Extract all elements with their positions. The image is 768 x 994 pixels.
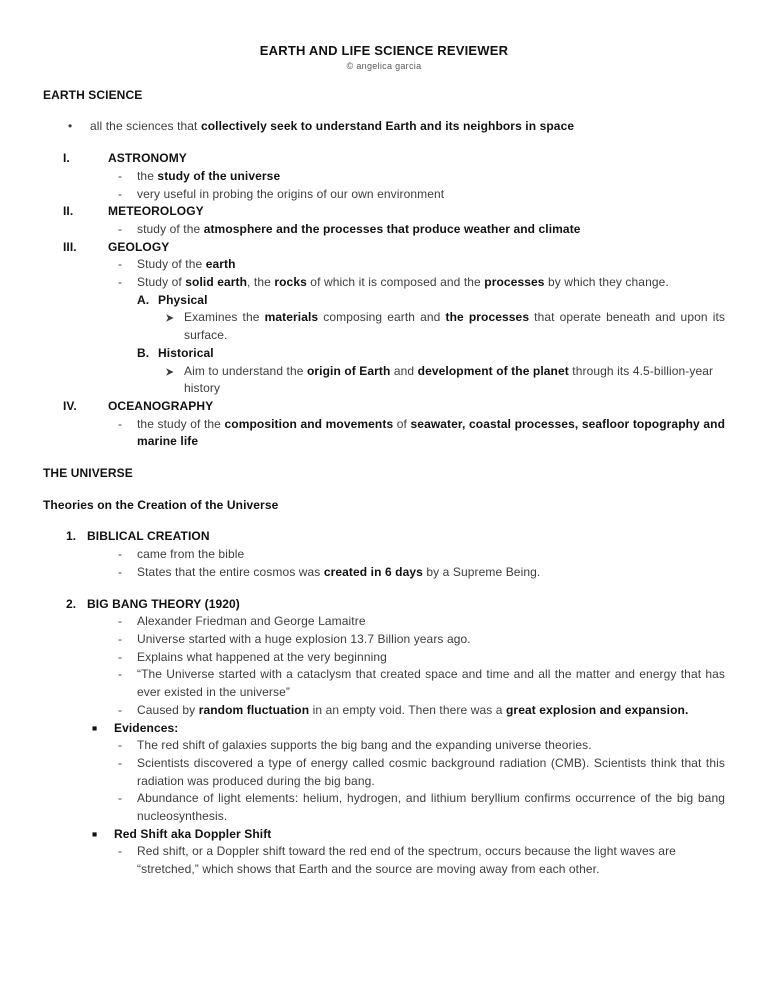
list-item — [43, 702, 725, 720]
bold-text-run: METEOROLOGY — [108, 204, 204, 219]
text-run: Caused by — [137, 702, 199, 717]
bold-text-run: seawater, coastal processes, seafloor topography and marine life — [137, 416, 726, 449]
text-run: “The Universe started with a cataclysm that created space and time and all the matter and energy that has ever existed in the universe” — [137, 667, 725, 700]
number-marker: 1. — [66, 529, 77, 544]
dash-marker: - — [118, 755, 123, 770]
list-item-text — [137, 546, 725, 564]
text-run: by which they change. — [544, 275, 669, 290]
text-run: States that the entire cosmos was — [137, 564, 324, 579]
text-run: that operate beneath and upon its surface. — [184, 310, 725, 343]
text-run: Abundance of light elements: helium, hydrogen, and lithium beryllium confirms occurrence of the big bang nucleosynthesis. — [137, 791, 725, 824]
bold-text-run: EARTH SCIENCE — [43, 87, 143, 102]
list-item-text — [137, 274, 725, 292]
square-item-evidences — [43, 720, 725, 738]
bold-text-run: BIG BANG THEORY (1920) — [87, 596, 240, 611]
bold-text-run: GEOLOGY — [108, 239, 170, 254]
list-item — [43, 309, 725, 344]
bold-text-run: the processes — [445, 310, 530, 325]
sub-item-historical — [43, 345, 725, 363]
dash-marker: - — [118, 702, 123, 717]
text-run: , the — [247, 275, 275, 290]
list-item — [43, 186, 725, 204]
bold-text-run: Physical — [158, 292, 208, 307]
list-item — [43, 666, 725, 701]
bold-text-run: development of the planet — [417, 363, 569, 378]
bold-text-run: EARTH AND LIFE SCIENCE REVIEWER — [259, 43, 509, 58]
dash-marker: - — [118, 791, 123, 806]
list-item — [43, 564, 725, 582]
list-item-text — [137, 613, 725, 631]
bold-text-run: random fluctuation — [198, 702, 310, 717]
bold-text-run: BIBLICAL CREATION — [87, 529, 210, 544]
bold-text-run: ASTRONOMY — [108, 151, 187, 166]
list-item — [43, 546, 725, 564]
square-item-red-shift — [43, 826, 725, 844]
dash-marker: - — [118, 416, 123, 431]
list-item-text — [87, 596, 725, 614]
dash-marker: - — [118, 667, 123, 682]
outline-item-astronomy — [43, 150, 725, 168]
list-item-text — [114, 720, 725, 738]
list-item — [43, 790, 725, 825]
list-item-text — [137, 702, 725, 720]
text-run: The red shift of galaxies supports the big bang and the expanding universe theories. — [137, 738, 592, 753]
numbered-item-big-bang — [43, 596, 725, 614]
text-run: through its 4.5-billion-year history — [184, 363, 714, 396]
text-run: the — [137, 168, 158, 183]
list-item — [43, 168, 725, 186]
bold-text-run: great explosion and expansion. — [506, 702, 689, 717]
list-item — [43, 256, 725, 274]
bold-text-run: solid earth — [185, 275, 248, 290]
list-item-text — [137, 256, 725, 274]
dash-marker: - — [118, 275, 123, 290]
text-run: Study of the — [137, 257, 206, 272]
list-item-text — [184, 309, 725, 344]
text-run: © angelica garcia — [346, 60, 422, 71]
list-item-text — [137, 755, 725, 790]
bold-text-run: Evidences: — [114, 720, 179, 735]
dash-marker: - — [118, 738, 123, 753]
list-item — [43, 274, 725, 292]
dash-marker: - — [118, 614, 123, 629]
bold-text-run: composition and movements — [224, 416, 394, 431]
text-run: of which it is composed and the — [306, 275, 485, 290]
dash-marker: - — [118, 844, 123, 859]
list-item-text — [137, 564, 725, 582]
list-item-text — [137, 221, 725, 239]
text-run: came from the bible — [137, 547, 245, 562]
list-item-text — [137, 737, 725, 755]
letter-marker: A. — [137, 292, 150, 307]
list-item-text — [114, 826, 725, 844]
bold-text-run: collectively seek to understand Earth and its neighbors in space — [200, 119, 575, 134]
dash-marker: - — [118, 221, 123, 236]
list-item-text — [137, 666, 725, 701]
list-item-text — [108, 398, 725, 416]
list-item-text — [90, 118, 725, 136]
arrowhead-icon — [165, 363, 184, 377]
text-run: Aim to understand the — [184, 363, 307, 378]
dash-marker: - — [118, 186, 123, 201]
list-item — [43, 363, 725, 398]
list-item-text — [184, 363, 725, 398]
number-marker: 2. — [66, 596, 77, 611]
list-item-text — [137, 649, 725, 667]
dash-marker: - — [118, 257, 123, 272]
text-run: Universe started with a huge explosion 13.7 Billion years ago. — [137, 631, 471, 646]
list-item-text — [137, 843, 725, 878]
sub-item-physical — [43, 292, 725, 310]
bold-text-run: atmosphere and the processes that produce weather and climate — [203, 221, 581, 236]
arrowhead-icon — [165, 309, 184, 323]
list-item-text — [137, 186, 725, 204]
dash-marker: - — [118, 649, 123, 664]
letter-marker: B. — [137, 345, 150, 360]
list-item-text — [108, 203, 725, 221]
list-item-text — [87, 528, 725, 546]
list-item — [43, 737, 725, 755]
bold-text-run: Historical — [158, 345, 214, 360]
list-item-text — [108, 239, 725, 257]
roman-numeral-marker: II. — [63, 204, 74, 219]
list-item — [43, 755, 725, 790]
list-item — [43, 613, 725, 631]
bullet-item — [43, 118, 725, 136]
dash-marker: - — [118, 168, 123, 183]
list-item — [43, 649, 725, 667]
dash-marker: - — [118, 564, 123, 579]
list-item — [43, 631, 725, 649]
text-run: and — [390, 363, 418, 378]
bold-text-run: earth — [205, 257, 236, 272]
bold-text-run: origin of Earth — [306, 363, 391, 378]
text-run: composing earth and — [318, 310, 446, 325]
text-run: very useful in probing the origins of our own environment — [137, 186, 445, 201]
text-run: Alexander Friedman and George Lamaitre — [137, 614, 366, 629]
heading-theories — [43, 497, 725, 515]
list-item-text — [137, 416, 725, 451]
bold-text-run: study of the universe — [157, 168, 281, 183]
outline-item-meteorology — [43, 203, 725, 221]
list-item-text — [158, 292, 725, 310]
square-bullet-icon: ■ — [92, 722, 98, 733]
list-item-text — [108, 150, 725, 168]
numbered-item-biblical-creation — [43, 528, 725, 546]
roman-numeral-marker: IV. — [63, 398, 77, 413]
bold-text-run: Red Shift aka Doppler Shift — [114, 826, 272, 841]
list-item — [43, 221, 725, 239]
bold-text-run: processes — [484, 275, 545, 290]
list-item — [43, 416, 725, 451]
text-run: Explains what happened at the very beginning — [137, 649, 387, 664]
bold-text-run: created in 6 days — [323, 564, 423, 579]
list-item-text — [137, 631, 725, 649]
bold-text-run: OCEANOGRAPHY — [108, 398, 214, 413]
bold-text-run: rocks — [274, 275, 307, 290]
bold-text-run: THE UNIVERSE — [43, 466, 133, 481]
list-item-text — [137, 168, 725, 186]
square-bullet-icon: ■ — [92, 828, 98, 839]
outline-item-oceanography — [43, 398, 725, 416]
text-run: by a Supreme Being. — [422, 564, 541, 579]
heading-the-universe — [43, 465, 725, 483]
doc-byline — [43, 60, 725, 73]
bold-text-run: Theories on the Creation of the Universe — [43, 497, 279, 512]
text-run: of — [393, 416, 411, 431]
roman-numeral-marker: I. — [63, 151, 70, 166]
text-run: Red shift, or a Doppler shift toward the red end of the spectrum, occurs because the light waves are “stretched,” which shows that Earth and the source are moving away from each other. — [137, 844, 676, 877]
bullet-icon: • — [68, 119, 73, 134]
dash-marker: - — [118, 547, 123, 562]
text-run: study of the — [137, 221, 204, 236]
roman-numeral-marker: III. — [63, 239, 77, 254]
dash-marker: - — [118, 631, 123, 646]
text-run: Examines the — [184, 310, 265, 325]
text-run: in an empty void. Then there was a — [309, 702, 506, 717]
text-run: the study of the — [137, 416, 225, 431]
text-run: Scientists discovered a type of energy called cosmic background radiation (CMB). Scientists think that this radiation was produced during the big bang. — [137, 755, 725, 788]
text-run: Study of — [137, 275, 186, 290]
list-item — [43, 843, 725, 878]
doc-title — [43, 42, 725, 60]
text-run: all the sciences that — [90, 119, 201, 134]
list-item-text — [158, 345, 725, 363]
heading-earth-science — [43, 87, 725, 105]
outline-item-geology — [43, 239, 725, 257]
bold-text-run: materials — [264, 310, 319, 325]
list-item-text — [137, 790, 725, 825]
